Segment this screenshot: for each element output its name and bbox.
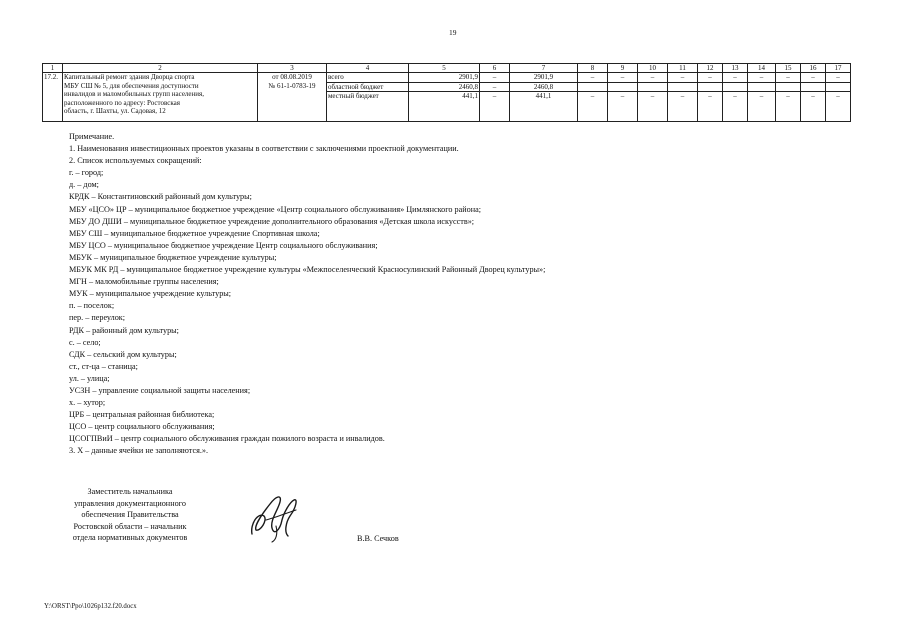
table-row [43, 73, 851, 83]
column-number: 11 [668, 64, 698, 73]
column-number: 2 [63, 64, 258, 73]
note-line: 2. Список используемых сокращений: [69, 156, 202, 166]
column-number: 14 [748, 64, 776, 73]
file-path: Y:\ORST\Ppo\1026p132.f20.docx [44, 603, 137, 610]
description-line: расположенного по адресу: Ростовская [64, 98, 180, 107]
cell-value: – [578, 73, 608, 83]
cell-value: – [748, 73, 776, 83]
column-number: 17 [826, 64, 851, 73]
conclusion-number: № 61-1-0783-19 [268, 81, 316, 90]
signer-name: В.В. Сечков [357, 534, 399, 543]
cell-value: – [608, 73, 638, 83]
signatory-title-line: обеспечения Правительства [81, 510, 179, 520]
column-number: 16 [801, 64, 826, 73]
cell-value: – [698, 73, 723, 83]
signatory-title-line: Ростовской области – начальник [73, 521, 187, 531]
cell-value: – [698, 92, 723, 122]
cell-value: – [638, 73, 668, 83]
cell-value [698, 82, 723, 92]
signatory-title [45, 486, 215, 544]
cell-value: – [668, 73, 698, 83]
cell-value: – [668, 92, 698, 122]
row-number: 17.2. [43, 73, 63, 122]
note-line: 1. Наименования инвестиционных проектов указаны в соответствии с заключениями проектной документации. [69, 144, 459, 154]
cell-value [723, 82, 748, 92]
abbreviation-line: МБУК – муниципальное бюджетное учреждение культуры; [69, 252, 277, 262]
abbreviation-line: ЦРБ – центральная районная библиотека; [69, 410, 215, 420]
column-number: 3 [258, 64, 327, 73]
source-label: областной бюджет [327, 82, 409, 92]
cell-value [748, 82, 776, 92]
cell-value: – [638, 92, 668, 122]
abbreviation-line: г. – город; [69, 168, 104, 178]
notes-heading: Примечание. [69, 132, 115, 141]
abbreviation-line: КРДК – Константиновский районный дом культуры; [69, 192, 252, 202]
signatory-title-line: отдела нормативных документов [72, 533, 188, 543]
abbreviation-line: ст., ст-ца – станица; [69, 361, 138, 371]
signatory-title-line: управления документационного [74, 498, 186, 508]
signatory-title-line: Заместитель начальника [87, 487, 173, 496]
cell-value: – [801, 73, 826, 83]
column-number: 9 [608, 64, 638, 73]
cell-value [776, 82, 801, 92]
notes-section [69, 131, 545, 458]
cell-value [668, 82, 698, 92]
cell-value: – [826, 73, 851, 83]
abbreviation-line: МБУ ЦСО – муниципальное бюджетное учреждение Центр социального обслуживания; [69, 240, 378, 250]
cell-value [578, 82, 608, 92]
cell-value: – [748, 92, 776, 122]
description-line: Капитальный ремонт здания Дворца спорта [64, 73, 195, 81]
investment-projects-table [42, 63, 851, 122]
abbreviation-line: ЦСО – центр социального обслуживания; [69, 422, 215, 432]
cell-value: – [723, 92, 748, 122]
cell-value: 2901,9 [510, 73, 578, 83]
description-line: МБУ СШ № 5, для обеспечения доступности [64, 81, 199, 90]
cell-value: – [608, 92, 638, 122]
source-label: местный бюджет [327, 92, 409, 122]
cell-value: – [801, 92, 826, 122]
description-line: инвалидов и маломобильных групп населения, [64, 90, 204, 99]
cell-value: 441,1 [409, 92, 480, 122]
cell-value: 2460,8 [510, 82, 578, 92]
abbreviation-line: СДК – сельский дом культуры; [69, 349, 177, 359]
column-number: 15 [776, 64, 801, 73]
column-number-row [43, 64, 851, 73]
abbreviation-line: РДК – районный дом культуры; [69, 325, 179, 335]
expert-conclusion [258, 73, 327, 122]
abbreviation-line: МБУ СШ – муниципальное бюджетное учреждение Спортивная школа; [69, 228, 320, 238]
conclusion-date: от 08.08.2019 [272, 73, 312, 81]
abbreviation-line: с. – село; [69, 337, 101, 347]
cell-value: 441,1 [510, 92, 578, 122]
abbreviation-line: х. – хутор; [69, 398, 106, 408]
column-number: 4 [327, 64, 409, 73]
column-number: 5 [409, 64, 480, 73]
cell-value: 2901,9 [409, 73, 480, 83]
abbreviation-line: МГН – маломобильные группы населения; [69, 277, 219, 287]
abbreviation-line: ЦСОГПВиИ – центр социального обслуживания граждан пожилого возраста и инвалидов. [69, 434, 385, 444]
cell-value: – [480, 82, 510, 92]
source-label: всего [327, 73, 409, 83]
cell-value: – [480, 73, 510, 83]
cell-value: – [723, 73, 748, 83]
abbreviation-line: МУК – муниципальное учреждение культуры; [69, 289, 232, 299]
column-number: 8 [578, 64, 608, 73]
abbreviation-line: ул. – улица; [69, 373, 110, 383]
column-number: 6 [480, 64, 510, 73]
cell-value: – [578, 92, 608, 122]
cell-value [801, 82, 826, 92]
cell-value [826, 82, 851, 92]
cell-value [608, 82, 638, 92]
cell-value: – [480, 92, 510, 122]
page-number: 19 [449, 28, 457, 37]
column-number: 12 [698, 64, 723, 73]
handwritten-signature [246, 490, 302, 544]
cell-value: – [776, 73, 801, 83]
abbreviation-line: пер. – переулок; [69, 313, 126, 323]
column-number: 1 [43, 64, 63, 73]
abbreviation-line: п. – поселок; [69, 301, 115, 311]
column-number: 7 [510, 64, 578, 73]
abbreviation-line: МБУК МК РД – муниципальное бюджетное учреждение культуры «Межпоселенческий Красносулинский Районный Дворец культуры»; [69, 265, 546, 275]
abbreviation-line: д. – дом; [69, 180, 99, 190]
column-number: 10 [638, 64, 668, 73]
note-line: 3. Х – данные ячейки не заполняются.». [69, 446, 209, 456]
abbreviation-line: УСЗН – управление социальной защиты населения; [69, 385, 251, 395]
cell-value [638, 82, 668, 92]
column-number: 13 [723, 64, 748, 73]
cell-value: – [826, 92, 851, 122]
cell-value: 2460,8 [409, 82, 480, 92]
project-description [63, 73, 258, 122]
abbreviation-line: МБУ ДО ДШИ – муниципальное бюджетное учреждение дополнительного образования «Детская школа искусств»; [69, 216, 475, 226]
description-line: область, г. Шахты, ул. Садовая, 12 [64, 107, 166, 116]
cell-value: – [776, 92, 801, 122]
abbreviation-line: МБУ «ЦСО» ЦР – муниципальное бюджетное учреждение «Центр социального обслуживания» Цимлянского района; [69, 204, 482, 214]
